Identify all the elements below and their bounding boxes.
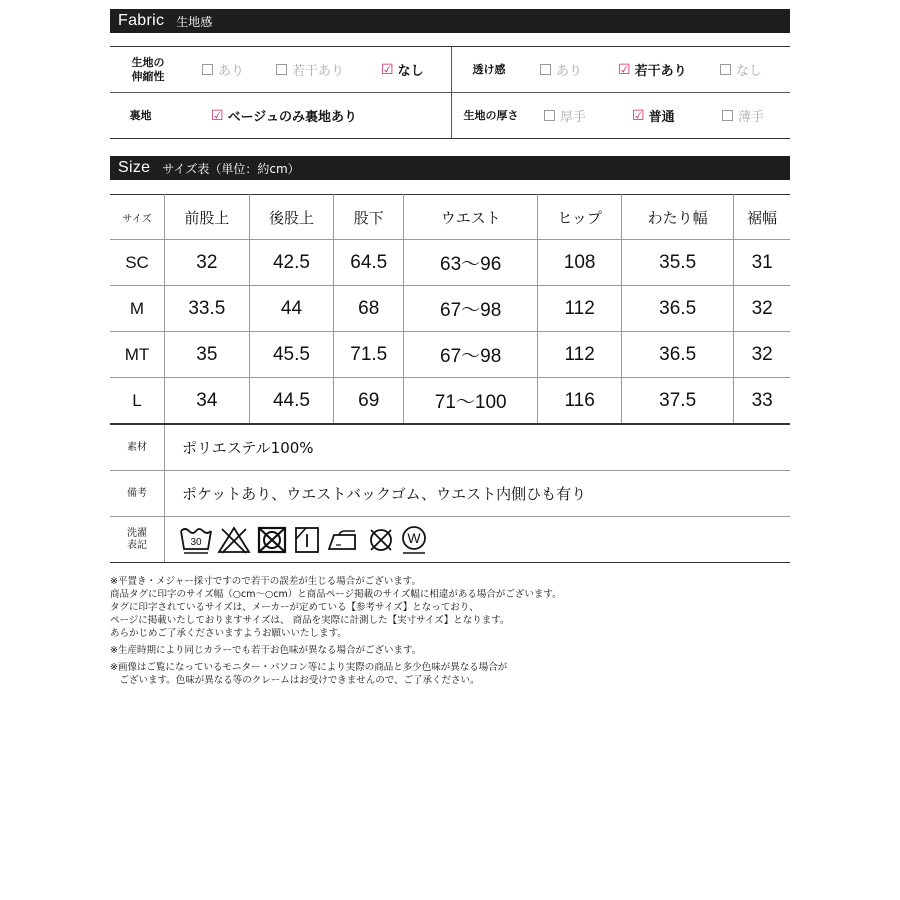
- svg-text:30: 30: [190, 536, 202, 548]
- notes-value: ポケットあり、ウエストバックゴム、ウエスト内側ひも有り: [182, 485, 587, 503]
- size-cell: 32: [734, 332, 790, 378]
- lining-cell: [110, 93, 451, 138]
- size-header: [110, 156, 790, 180]
- lining-label: 裏地: [129, 108, 152, 122]
- stretch-label: 生地の 伸縮性: [131, 55, 165, 83]
- fabric-option: [540, 60, 618, 79]
- size-table-row: [110, 378, 790, 425]
- fabric-option: [632, 106, 722, 125]
- checkbox-empty-icon: [276, 64, 287, 75]
- fabric-header: [110, 9, 790, 33]
- checkbox-checked-icon: ☑: [381, 61, 394, 78]
- fabric-row-2: [110, 92, 790, 138]
- fabric-option-label: なし: [397, 64, 424, 79]
- sheer-cell: [452, 47, 790, 92]
- fabric-option: [618, 60, 720, 79]
- size-row-label: MT: [110, 332, 165, 378]
- size-cell: 32: [165, 240, 250, 286]
- size-table-row: [110, 286, 790, 332]
- fabric-table: [110, 46, 790, 139]
- size-cell: 71～100: [404, 378, 538, 425]
- size-cell: 34: [165, 378, 250, 425]
- size-cell: 108: [538, 240, 622, 286]
- size-column-header: 股下: [334, 195, 404, 240]
- footnotes: [110, 575, 810, 687]
- fabric-option-label: 普通: [648, 110, 675, 125]
- size-column-header: 裾幅: [734, 195, 790, 240]
- footnote-line: タグに印字されているサイズは、メーカーが定めている【参考サイズ】となっており、: [110, 602, 479, 613]
- size-cell: 36.5: [622, 286, 734, 332]
- notes-row: [110, 470, 790, 516]
- fabric-option: [722, 106, 782, 125]
- material-value: ポリエステル100%: [182, 439, 314, 457]
- stretch-cell: [110, 47, 451, 92]
- size-cell: 31: [734, 240, 790, 286]
- size-cell: 69: [334, 378, 404, 425]
- size-cell: 45.5: [249, 332, 334, 378]
- size-cell: 32: [734, 286, 790, 332]
- fabric-option: [202, 60, 276, 79]
- iron-low-icon: [325, 525, 363, 555]
- sheer-label: 透け感: [472, 62, 506, 76]
- spec-sheet: [110, 9, 790, 563]
- size-row-label: L: [110, 378, 165, 425]
- size-column-header: ウエスト: [404, 195, 538, 240]
- checkbox-empty-icon: [202, 64, 213, 75]
- care-row: [110, 516, 790, 562]
- fabric-row-1: [110, 47, 790, 92]
- size-column-header: わたり幅: [622, 195, 734, 240]
- fabric-option-label: 厚手: [560, 110, 587, 125]
- size-cell: 112: [538, 332, 622, 378]
- line-dry-shade-icon: [292, 525, 322, 555]
- checkbox-checked-icon: ☑: [211, 107, 224, 124]
- info-table: [110, 425, 790, 563]
- size-table-header-row: [110, 195, 790, 240]
- material-label: 素材: [110, 425, 165, 470]
- no-bleach-icon: [216, 525, 252, 555]
- size-table: [110, 194, 790, 425]
- checkbox-empty-icon: [544, 110, 555, 121]
- size-cell: 35: [165, 332, 250, 378]
- footnote-line: ※平置き・メジャー採寸ですので若干の誤差が生じる場合がございます。: [110, 576, 422, 587]
- size-cell: 68: [334, 286, 404, 332]
- fabric-option: [211, 106, 451, 125]
- footnote-line: ※生産時期により同じカラーでも若干お色味が異なる場合がございます。: [110, 645, 422, 656]
- care-icons: [165, 524, 429, 556]
- footnote-line: あらかじめご了承くださいますようお願いいたします。: [110, 628, 347, 639]
- size-table-body: [110, 240, 790, 425]
- size-cell: 36.5: [622, 332, 734, 378]
- thickness-cell: [452, 93, 790, 138]
- material-row: [110, 425, 790, 470]
- size-column-header: 後股上: [249, 195, 334, 240]
- fabric-option: [276, 60, 381, 79]
- fabric-option-label: なし: [736, 64, 763, 79]
- size-row-label: M: [110, 286, 165, 332]
- size-cell: 112: [538, 286, 622, 332]
- checkbox-checked-icon: ☑: [632, 107, 645, 124]
- fabric-option: [544, 106, 632, 125]
- fabric-title-ja: 生地感: [176, 14, 213, 29]
- size-cell: 33: [734, 378, 790, 425]
- sheer-options: [526, 47, 790, 92]
- care-label: 洗濯 表記: [110, 517, 165, 562]
- fabric-option-label: ベージュのみ裏地あり: [227, 110, 358, 125]
- footnote-line: 商品タグに印字のサイズ幅（○cm～○cm）と商品ページ掲載のサイズ幅に相違がある場合がございます。: [110, 589, 562, 600]
- size-title-en: Size: [118, 159, 151, 176]
- size-cell: 44: [249, 286, 334, 332]
- fabric-option-label: あり: [556, 64, 583, 79]
- size-row-label: SC: [110, 240, 165, 286]
- size-cell: 67～98: [404, 286, 538, 332]
- size-cell: 44.5: [249, 378, 334, 425]
- checkbox-empty-icon: [722, 110, 733, 121]
- size-cell: 37.5: [622, 378, 734, 425]
- fabric-option-label: 薄手: [738, 110, 765, 125]
- no-dry-clean-icon: [366, 525, 396, 555]
- fabric-option-label: あり: [218, 64, 245, 79]
- size-column-header: サイズ: [110, 195, 165, 240]
- size-table-row: [110, 332, 790, 378]
- size-table-row: [110, 240, 790, 286]
- size-cell: 42.5: [249, 240, 334, 286]
- size-cell: 63～96: [404, 240, 538, 286]
- size-cell: 116: [538, 378, 622, 425]
- checkbox-empty-icon: [720, 64, 731, 75]
- size-cell: 35.5: [622, 240, 734, 286]
- svg-text:W: W: [407, 529, 421, 546]
- fabric-option-label: 若干あり: [292, 64, 345, 79]
- thickness-label: 生地の厚さ: [463, 108, 519, 122]
- wet-clean-icon: [399, 524, 429, 556]
- size-cell: 71.5: [334, 332, 404, 378]
- size-column-header: 前股上: [165, 195, 250, 240]
- fabric-option-label: 若干あり: [634, 64, 687, 79]
- wash-30-icon: [179, 525, 213, 555]
- stretch-options: [186, 47, 451, 92]
- lining-options: [171, 93, 451, 138]
- size-cell: 33.5: [165, 286, 250, 332]
- checkbox-checked-icon: ☑: [618, 61, 631, 78]
- thickness-options: [530, 93, 782, 138]
- fabric-option: [381, 60, 451, 79]
- size-cell: 64.5: [334, 240, 404, 286]
- checkbox-empty-icon: [540, 64, 551, 75]
- size-cell: 67～98: [404, 332, 538, 378]
- fabric-title-en: Fabric: [118, 12, 165, 29]
- fabric-option: [720, 60, 790, 79]
- footnote-line: ※画像はご覧になっているモニター・パソコン等により実際の商品と多少色味が異なる場合が: [110, 662, 508, 673]
- no-tumble-dry-icon: [255, 525, 289, 555]
- footnote-line: ございます。色味が異なる等のクレームはお受けできませんので、ご了承ください。: [110, 675, 480, 686]
- size-title-ja: サイズ表（単位：約cm）: [162, 161, 300, 176]
- footnote-line: ページに掲載いたしておりますサイズは、 商品を実際に計測した【実寸サイズ】となります。: [110, 615, 510, 626]
- notes-label: 備考: [110, 471, 165, 516]
- size-column-header: ヒップ: [538, 195, 622, 240]
